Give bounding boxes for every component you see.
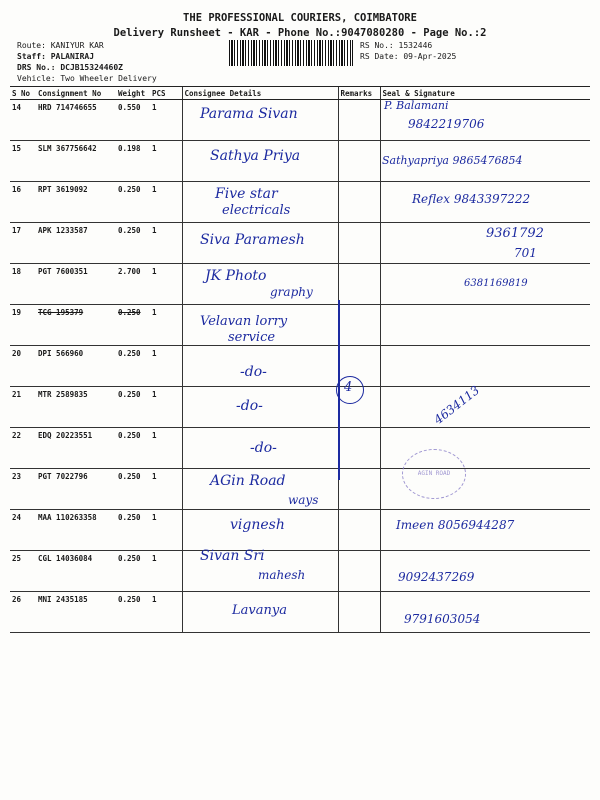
hw-signature: 9361792 — [486, 226, 544, 241]
col-sno: S No — [10, 87, 36, 100]
row-weight: 0.250 — [116, 387, 150, 428]
row-pcs: 1 — [150, 428, 182, 469]
row-remarks — [338, 100, 380, 141]
hw-signature: 9092437269 — [398, 570, 475, 584]
row-remarks — [338, 182, 380, 223]
row-weight: 2.700 — [116, 264, 150, 305]
row-remarks — [338, 469, 380, 510]
hw-signature: Sathyapriya 9865476854 — [382, 154, 523, 167]
hw-consignee: service — [228, 330, 276, 345]
row-consignment: MTR 2589835 — [36, 387, 116, 428]
runsheet-title: THE PROFESSIONAL COURIERS, COIMBATORE — [183, 12, 417, 24]
row-pcs: 1 — [150, 510, 182, 551]
row-weight: 0.250 — [116, 428, 150, 469]
col-consignee: Consignee Details — [182, 87, 338, 100]
row-weight: 0.250 — [116, 305, 150, 346]
vehicle-label: Vehicle: Two Wheeler Delivery — [17, 74, 157, 83]
hw-consignee: Lavanya — [232, 603, 287, 618]
staff-label: Staff: PALANIRAJ — [17, 52, 95, 61]
row-pcs: 1 — [150, 387, 182, 428]
hw-consignee: Sivan Sri — [200, 548, 265, 564]
row-pcs: 1 — [150, 469, 182, 510]
hw-consignee: JK Photo — [205, 268, 267, 284]
row-sno: 21 — [10, 387, 36, 428]
hw-consignee: graphy — [270, 285, 313, 299]
row-weight: 0.250 — [116, 223, 150, 264]
row-pcs: 1 — [150, 100, 182, 141]
table-row — [10, 305, 590, 346]
col-signature: Seal & Signature — [380, 87, 590, 100]
row-sno: 22 — [10, 428, 36, 469]
hw-consignee: Siva Paramesh — [200, 232, 305, 248]
hw-consignee: -do- — [250, 440, 277, 456]
row-consignment: SLM 367756642 — [36, 141, 116, 182]
hw-consignee: Parama Sivan — [200, 106, 298, 122]
remark-line — [338, 300, 340, 480]
row-sno: 20 — [10, 346, 36, 387]
row-remarks — [338, 510, 380, 551]
hw-consignee: vignesh — [230, 517, 285, 533]
route-label: Route: KANIYUR KAR — [17, 41, 104, 50]
row-consignment: CGL 14036084 — [36, 551, 116, 592]
row-consignment: PGT 7022796 — [36, 469, 116, 510]
row-consignment: RPT 3619092 — [36, 182, 116, 223]
row-remarks — [338, 223, 380, 264]
hw-consignee: -do- — [240, 364, 267, 380]
rs-no-label: RS No.: 1532446 — [360, 41, 433, 50]
row-remarks — [338, 141, 380, 182]
row-sno: 14 — [10, 100, 36, 141]
row-weight: 0.250 — [116, 346, 150, 387]
hw-signature: P. Balamani — [384, 99, 449, 112]
row-pcs: 1 — [150, 141, 182, 182]
row-sno: 25 — [10, 551, 36, 592]
hw-consignee: AGin Road — [210, 473, 286, 489]
row-remarks — [338, 592, 380, 633]
table-row — [10, 387, 590, 428]
row-consignment: EDQ 20223551 — [36, 428, 116, 469]
col-pcs: PCS — [150, 87, 182, 100]
row-pcs: 1 — [150, 551, 182, 592]
runsheet-subtitle: Delivery Runsheet - KAR - Phone No.:9047080280 - Page No.:2 — [113, 27, 487, 39]
row-remarks — [338, 305, 380, 346]
hw-consignee: Sathya Priya — [210, 148, 301, 164]
col-consignment: Consignment No — [36, 87, 116, 100]
row-consignment: MAA 110263358 — [36, 510, 116, 551]
drs-label: DRS No.: DCJB15324460Z — [17, 63, 123, 72]
hw-consignee: Five star — [215, 186, 278, 202]
row-weight: 0.250 — [116, 592, 150, 633]
row-weight: 0.198 — [116, 141, 150, 182]
col-remarks: Remarks — [338, 87, 380, 100]
barcode — [229, 40, 353, 66]
row-sno: 23 — [10, 469, 36, 510]
hw-signature: 6381169819 — [464, 278, 528, 289]
row-remarks — [338, 264, 380, 305]
hw-consignee: mahesh — [258, 568, 306, 582]
row-sno: 19 — [10, 305, 36, 346]
row-consignment: MNI 2435185 — [36, 592, 116, 633]
hw-signature: Reflex 9843397222 — [412, 192, 531, 206]
row-sno: 26 — [10, 592, 36, 633]
row-sno: 17 — [10, 223, 36, 264]
row-signature — [380, 223, 590, 264]
row-weight: 0.250 — [116, 469, 150, 510]
row-weight: 0.550 — [116, 100, 150, 141]
row-sno: 24 — [10, 510, 36, 551]
hw-signature: 4634113 — [431, 383, 483, 427]
hw-consignee: ways — [288, 493, 319, 507]
runsheet-table — [10, 86, 590, 633]
hw-consignee: electricals — [222, 203, 291, 218]
hw-signature: 9791603054 — [404, 612, 481, 626]
table-row — [10, 100, 590, 141]
row-pcs: 1 — [150, 592, 182, 633]
row-consignment: HRD 714746655 — [36, 100, 116, 141]
hw-consignee: Velavan lorry — [200, 314, 288, 329]
table-row — [10, 428, 590, 469]
row-remarks — [338, 428, 380, 469]
row-sno: 15 — [10, 141, 36, 182]
table-row — [10, 346, 590, 387]
row-remarks — [338, 551, 380, 592]
row-consignment: APK 1233587 — [36, 223, 116, 264]
row-weight: 0.250 — [116, 551, 150, 592]
hw-consignee: -do- — [236, 398, 263, 414]
row-sno: 18 — [10, 264, 36, 305]
row-consignment: DPI 566960 — [36, 346, 116, 387]
table-header-row — [10, 87, 590, 100]
row-signature — [380, 346, 590, 387]
row-pcs: 1 — [150, 346, 182, 387]
row-consignment: PGT 7600351 — [36, 264, 116, 305]
row-sno: 16 — [10, 182, 36, 223]
row-consignment: TCG 195379 — [36, 305, 116, 346]
row-pcs: 1 — [150, 264, 182, 305]
col-weight: Weight — [116, 87, 150, 100]
row-weight: 0.250 — [116, 510, 150, 551]
row-pcs: 1 — [150, 182, 182, 223]
hw-signature: Imeen 8056944287 — [396, 518, 515, 532]
hw-signature: 701 — [514, 246, 537, 260]
rs-date-label: RS Date: 09-Apr-2025 — [360, 52, 457, 61]
row-signature — [380, 305, 590, 346]
row-signature — [380, 387, 590, 428]
row-weight: 0.250 — [116, 182, 150, 223]
row-pcs: 1 — [150, 223, 182, 264]
delivery-stamp: AGIN ROAD — [402, 449, 466, 499]
row-pcs: 1 — [150, 305, 182, 346]
hw-signature: 9842219706 — [408, 117, 485, 131]
hw-remark: 4 — [344, 380, 353, 395]
table-row — [10, 592, 590, 633]
